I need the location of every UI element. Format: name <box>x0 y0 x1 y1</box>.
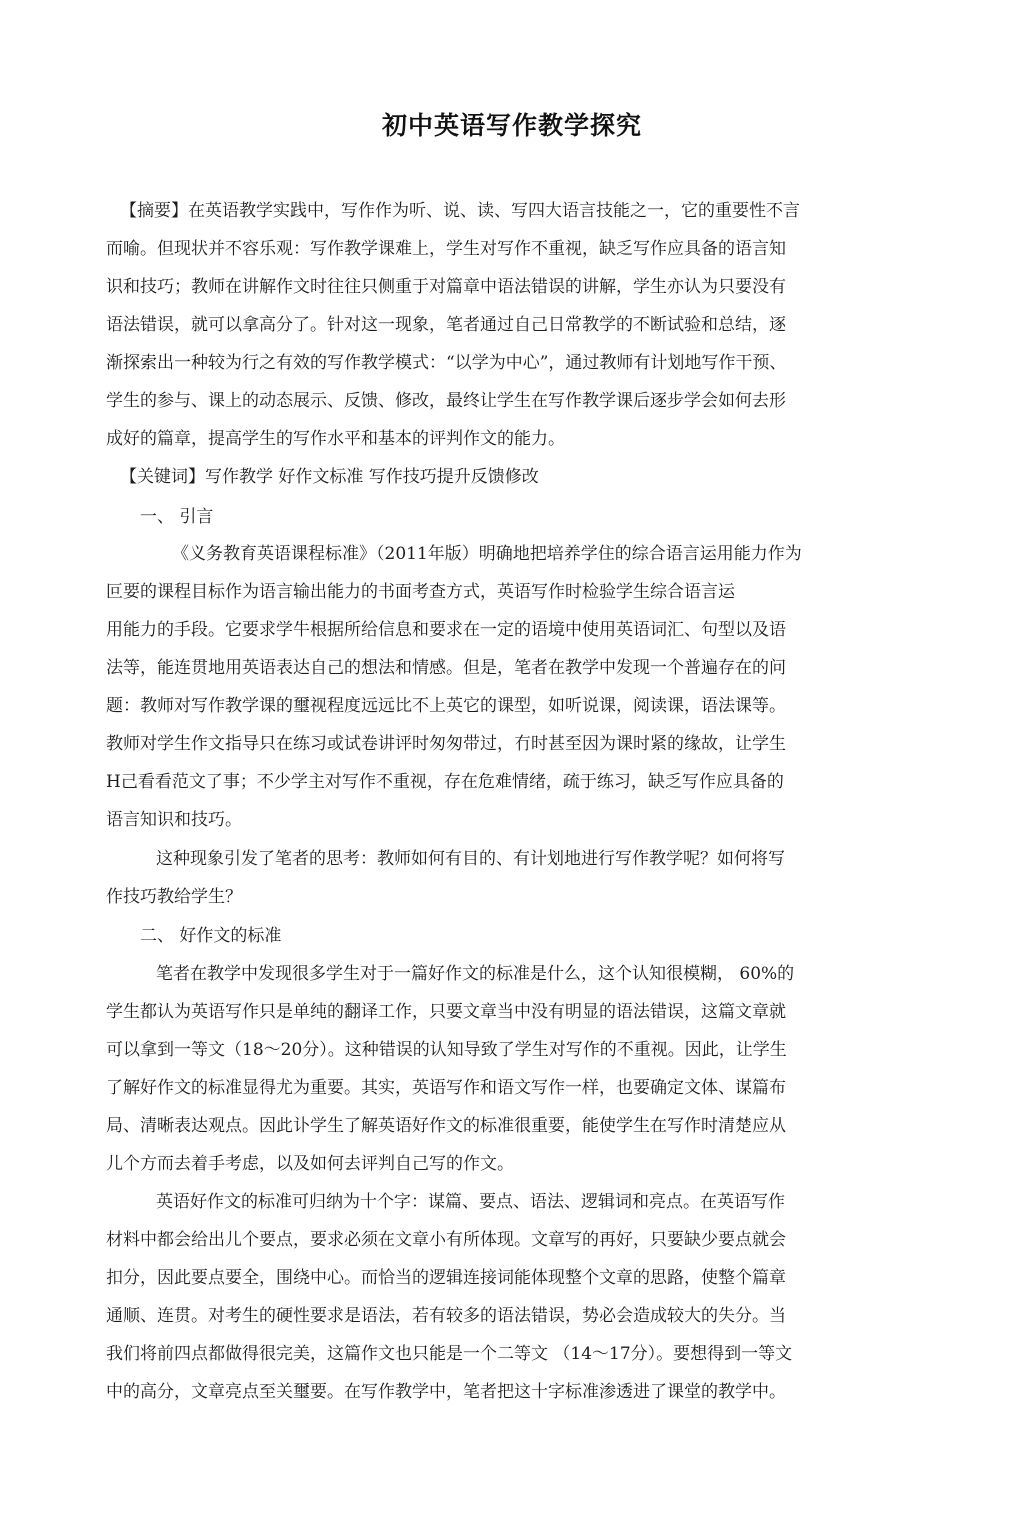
body-line: 扣分，因此要点要全，围绕中心。而恰当的逻辑连接词能体现整个文章的思路，使整个篇章 <box>106 1268 786 1288</box>
body-line: 作技巧教给学生？ <box>106 887 242 907</box>
body-line: 儿个方而去着手考虑，以及如何去评判自己写的作文。 <box>106 1154 514 1174</box>
body-line: 了解好作文的标准显得尤为重要。其实，英语写作和语文写作一样，也要确定文体、谋篇布 <box>106 1078 786 1098</box>
body-line: 这种现象引发了笔者的思考：教师如何有目的、有计划地进行写作教学呢？如何将写 <box>156 849 785 869</box>
abstract-line: 成好的篇章，提高学生的写作水平和基本的评判作文的能力。 <box>106 429 565 449</box>
body-line: 笔者在教学中发现很多学生对于一篇好作文的标准是什么，这个认知很模糊， 60%的 <box>156 964 795 984</box>
body-line: 可以拿到一等文（18～20分）。这种错误的认知导致了学生对写作的不重视。因此，让学生 <box>106 1040 787 1060</box>
abstract-line: 而喻。但现状并不容乐观：写作教学课难上，学生对写作不重视，缺乏写作应具备的语言知 <box>106 239 786 259</box>
body-line: 题：教师对写作教学课的璽视程度远远比不上英它的课型，如听说课，阅读课，语法课等。 <box>106 696 786 716</box>
abstract-line: 识和技巧；教师在讲解作文时往往只侧重于对篇章中语法错误的讲解，学生亦认为只要没有 <box>106 277 786 297</box>
document-title: 初中英语写作教学探究 <box>381 111 642 140</box>
body-line: 局、清晰表达观点。因此讣学生了解英语好作文的标准很重要，能使学生在写作时清楚应从 <box>106 1116 786 1136</box>
body-line: 英语好作文的标准可归纳为十个字：谋篇、要点、语法、逻辑词和亮点。在英语写作 <box>156 1192 785 1212</box>
body-line: 叵要的课程目标作为语言输出能力的书面考查方式，英语写作时检验学生综合语言运 <box>106 582 735 602</box>
body-line: 中的高分，文章亮点至关璽要。在写作教学中，笔者把这十字标准渗透进了课堂的教学中。 <box>106 1382 786 1402</box>
body-line: 学生都认为英语写作只是单纯的翻译工作，只要文章当中没有明显的语法错误，这篇文章就 <box>106 1002 786 1022</box>
body-line: 用能力的手段。它要求学牛根据所给信息和要求在一定的语境中使用英语词汇、句型以及语 <box>106 620 786 640</box>
body-line: H己看看范文了事；不少学主对写作不重视，存在危难情绪，疏于练习，缺乏写作应具备的 <box>106 772 784 792</box>
body-line: 法等，能连贯地用英语表达自己的想法和情感。但是，笔者在教学中发现一个普遍存在的问 <box>106 658 786 678</box>
body-line: 材料中都会给出儿个要点，要求必须在文章小有所体现。文章写的再好，只要缺少要点就会 <box>106 1230 786 1250</box>
abstract-line: 渐探索出一种较为行之有效的写作教学模式：“以学为中心”，通过教师有计划地写作干预、 <box>106 353 787 373</box>
abstract-line: 学生的参与、课上的动态展示、反馈、修改，最终让学生在写作教学课后逐步学会如何去形 <box>106 391 786 411</box>
body-line: 《义务教育英语课程标准》（2011年版）明确地把培养学住的综合语言运用能力作为 <box>172 544 802 564</box>
keywords-line: 【关键词】写作教学 好作文标准 写作技巧提升反馈修改 <box>120 467 539 487</box>
body-line: 我们将前四点都做得很完美，这篇作文也只能是一个二等文 （14～17分）。要想得到一等文 <box>106 1344 793 1364</box>
abstract-line: 【摘要】在英语教学实践中，写作作为听、说、读、写四大语言技能之一，它的重要性不言 <box>120 201 800 221</box>
body-line: 教师对学生作文指导只在练习或试卷讲评时匆匆带过，冇时甚至因为课时紧的缘故，让学生 <box>106 734 786 754</box>
body-line: 通顺、连贯。对考生的硬性要求是语法，若有较多的语法错误，势必会造成较大的失分。当 <box>106 1306 786 1326</box>
body-line: 语言知识和技巧。 <box>106 810 242 830</box>
abstract-line: 语法错误，就可以拿高分了。针对这一现象，笔者通过自己日常教学的不断试验和总结，逐 <box>106 315 786 335</box>
section-heading-introduction: 一、 引言 <box>140 507 214 527</box>
section-heading-good-essay-standard: 二、 好作文的标准 <box>140 926 282 946</box>
